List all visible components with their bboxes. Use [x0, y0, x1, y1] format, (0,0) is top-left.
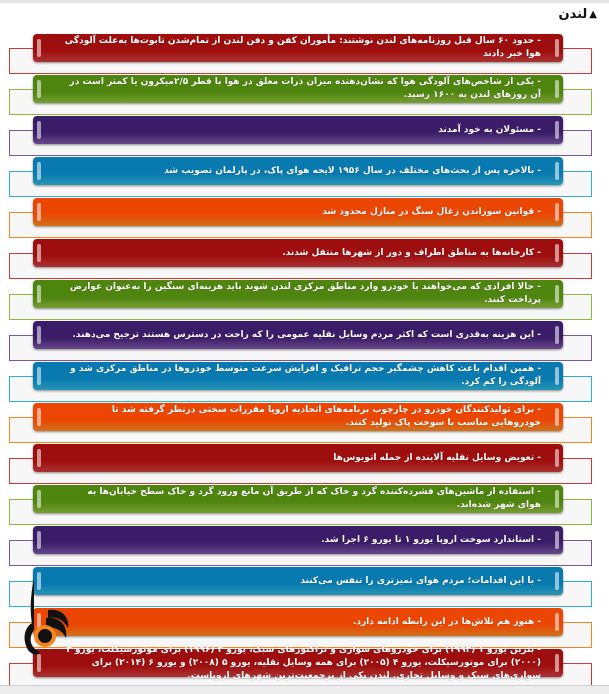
item-bar [33, 75, 563, 103]
item-text: - کارخانه‌ها به مناطق اطراف و دور از شهرها منتقل شدند. [282, 247, 541, 258]
caret-up-icon: ▲ [589, 9, 597, 20]
item-text: - هنوز هم تلاش‌ها در این رابطه ادامه دارد. [352, 616, 541, 627]
list-item [0, 567, 609, 608]
item-bar [33, 485, 563, 513]
item-bar [33, 34, 563, 62]
item-bar [33, 280, 563, 308]
item-text: - همین اقدام باعث کاهش چشمگیر حجم ترافیک و افزایش سرعت متوسط خودروها در مناطق مرکزی شد و آلودگی را کم کرد. [70, 364, 541, 387]
list-item [0, 362, 609, 403]
item-text: - با این اقدامات؛ مردم هوای تمیزتری را تنفس می‌کنند [300, 575, 541, 586]
item-text: - این هزینه به‌قدری است که اکثر مردم وسایل نقلیه عمومی را که راحت در دسترس هستند ترجیح می‌دهند. [72, 329, 541, 340]
item-bar [33, 116, 563, 144]
page-title [559, 7, 598, 22]
page-title-text: لندن [558, 7, 588, 22]
item-text: - استاندارد سوخت اروپا یورو ۱ تا یورو ۶ اجرا شد. [321, 534, 541, 545]
list-item [0, 444, 609, 485]
list-item [0, 321, 609, 362]
item-text: - قوانین سوزاندن زغال سنگ در منازل محدود شد [322, 206, 541, 217]
item-text: - تعویض وسایل نقلیه آلاینده از جمله اتوبوس‌ها [333, 452, 541, 463]
item-text: - استفاده از ماشین‌های فشرده‌کننده گرد و خاک که از طریق آن مانع ورود گرد و خاک سطح خیابان‌ها به هوای شهر شده‌اند. [87, 487, 541, 510]
list-item [0, 526, 609, 567]
list-item [0, 34, 609, 75]
item-bar [33, 157, 563, 185]
item-text: - مسئولان به خود آمدند [438, 124, 541, 135]
item-text: - بنزین یورو ۱ (۱۹۹۳) برای خودروهای سواری و تراکتورهای سبک، یورو ۲ (۱۹۹۶) برای موتورسیکلت، یورو ۳ (۲۰۰۰) برای موتورسیکلت، یورو ۴ (۲۰۰۵) برای همه وسایل نقلیه، یورو ۵ (۲۰۰۸) و یورو ۶ (۲۰۱۴) برای سواری‌های سبک و وسایل تجاری. لندن یکی از پرجمعیت‌ترین شهرهای اروپاست. [66, 644, 541, 681]
item-text: - حالا افرادی که می‌خواهند با خودرو وارد مناطق مرکزی لندن شوند باید هزینه‌ای سنگین را به‌عنوان عوارض پرداخت کنند. [69, 282, 541, 305]
list-item [0, 280, 609, 321]
list-item [0, 116, 609, 157]
item-text: - حدود ۶۰ سال قبل روزنامه‌های لندن نوشتند: مأموران کفن و دفن لندن از تمام‌شدن تابوت‌ها به‌علت آلودگی هوا خبر دادند [64, 36, 541, 59]
logo-icon [18, 578, 70, 656]
list-item [0, 239, 609, 280]
item-bar [33, 567, 563, 595]
item-bar [33, 644, 563, 681]
top-border [0, 0, 609, 3]
list-item [0, 198, 609, 239]
list-item [0, 403, 609, 444]
item-bar [33, 403, 563, 431]
item-bar [33, 239, 563, 267]
list-item [0, 644, 609, 690]
item-text: - یکی از شاخص‌های آلودگی هوا که نشان‌دهنده میزان ذرات معلق در هوا با قطر ۲/۵میکرون یا کمتر است در آن روزهای لندن به ۱۶۰۰ رسید. [69, 77, 541, 100]
item-text: - بالاخره پس از بحث‌های مختلف در سال ۱۹۵۶ لایحه هوای پاک، در پارلمان تصویب شد [164, 165, 541, 176]
list-item [0, 485, 609, 526]
item-bar [33, 526, 563, 554]
item-bar [33, 444, 563, 472]
list-item [0, 157, 609, 198]
item-bar [33, 608, 563, 636]
item-text: - برای تولیدکنندگان خودرو در چارچوب برنامه‌های اتحادیه اروپا مقررات سختی درنظر گرفته شد تا خودروهایی مناسب با سوخت پاک تولید کنند. [111, 405, 541, 428]
item-bar [33, 198, 563, 226]
item-bar [33, 321, 563, 349]
item-bar [33, 362, 563, 390]
list-item [0, 75, 609, 116]
